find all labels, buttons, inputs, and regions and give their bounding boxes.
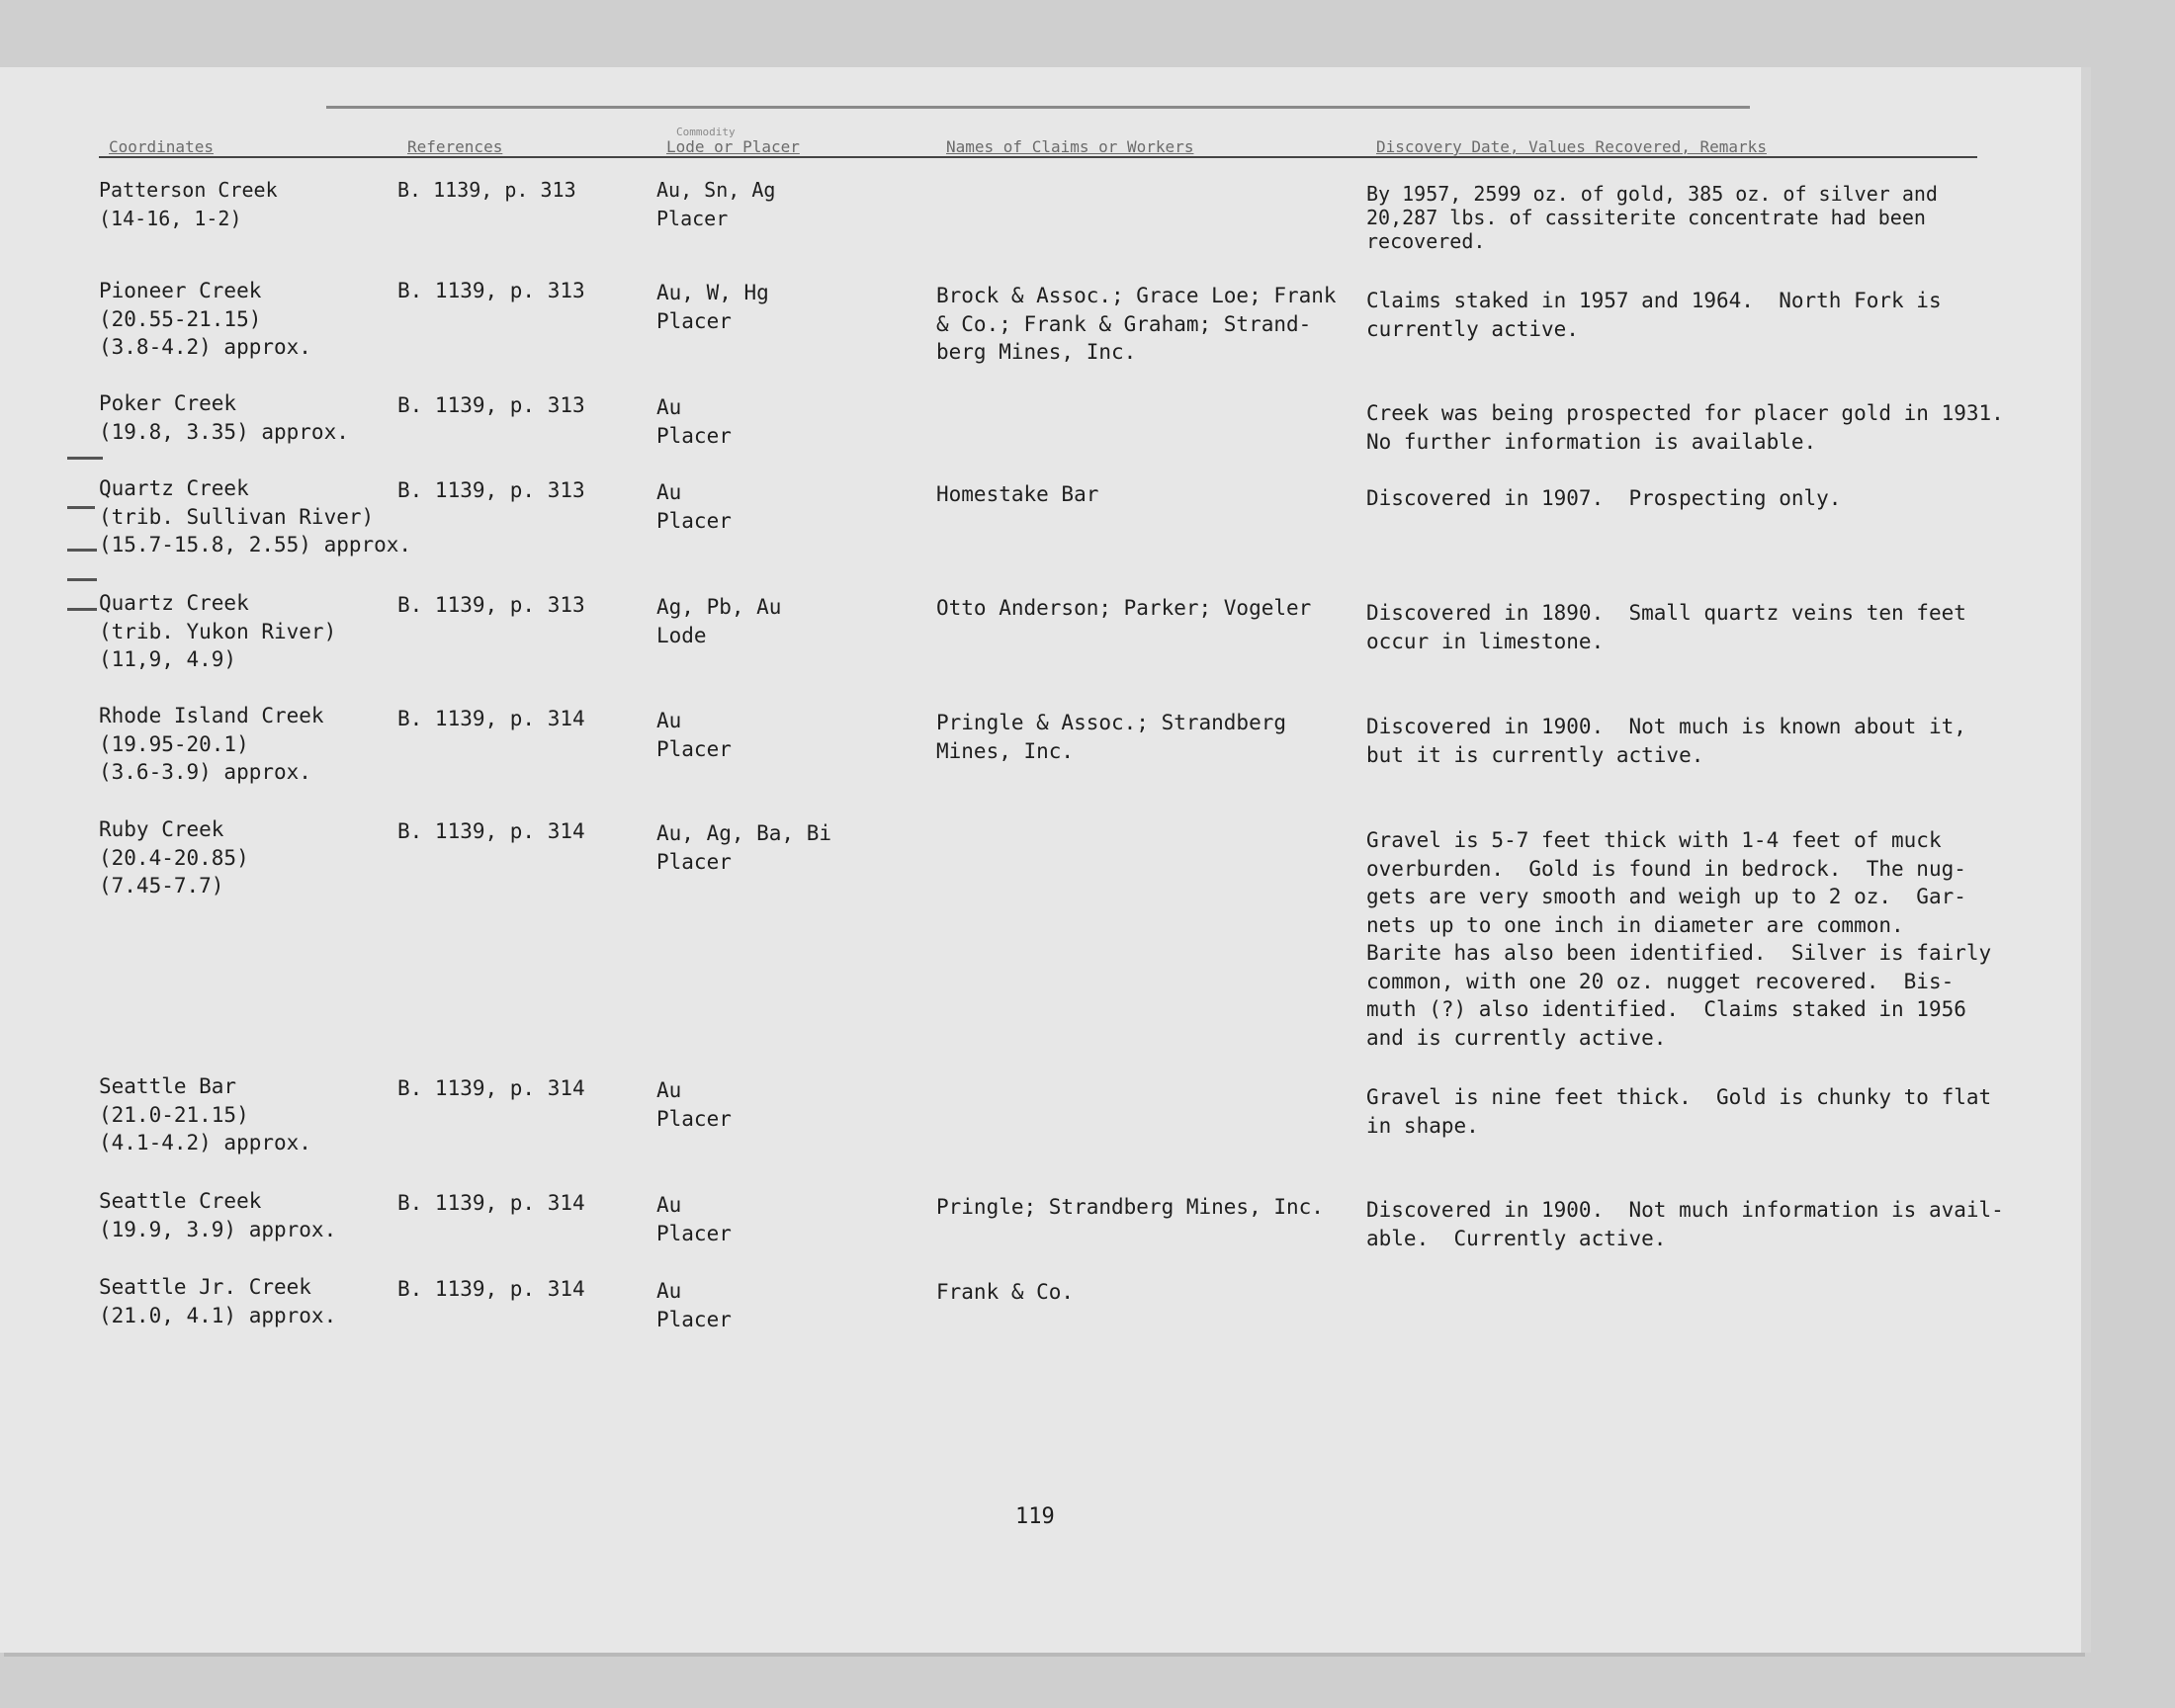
coords-patterson-creek: Patterson Creek (14-16, 1-2) — [99, 178, 278, 230]
ref-seattle-bar: B. 1139, p. 314 — [397, 1076, 585, 1100]
remarks-seattle-bar: Gravel is nine feet thick. Gold is chunky to flat in shape. — [1366, 1085, 1992, 1138]
remarks-rhode-island-creek: Discovered in 1900. Not much is known about it, but it is currently active. — [1366, 715, 1966, 767]
coords-seattle-creek: Seattle Creek (19.9, 3.9) approx. — [99, 1189, 337, 1241]
commodity-seattle-bar: Au Placer — [656, 1078, 732, 1131]
ref-ruby-creek: B. 1139, p. 314 — [397, 819, 585, 843]
ref-quartz-creek-yukon: B. 1139, p. 313 — [397, 593, 585, 617]
coords-rhode-island-creek: Rhode Island Creek (19.95-20.1) (3.6-3.9) approx. — [99, 704, 324, 784]
commodity-patterson-creek: Au, Sn, Ag Placer — [656, 178, 776, 230]
names-rhode-island-creek: Pringle & Assoc.; Strandberg Mines, Inc. — [936, 711, 1287, 763]
header-coordinates: Coordinates — [109, 137, 214, 156]
ref-patterson-creek: B. 1139, p. 313 — [397, 178, 576, 202]
commodity-ruby-creek: Au, Ag, Ba, Bi Placer — [656, 821, 832, 874]
scan-mark — [67, 457, 103, 460]
commodity-quartz-creek-sullivan: Au Placer — [656, 480, 732, 533]
page-edge — [2081, 67, 2091, 1653]
coords-seattle-jr-creek: Seattle Jr. Creek (21.0, 4.1) approx. — [99, 1275, 337, 1327]
commodity-poker-creek: Au Placer — [656, 395, 732, 448]
header-commodity: Commodity — [676, 126, 736, 138]
remarks-poker-creek: Creek was being prospected for placer gold in 1931. No further information is available. — [1366, 401, 2004, 454]
header-remarks: Discovery Date, Values Recovered, Remarks — [1376, 137, 1767, 156]
remarks-quartz-creek-yukon: Discovered in 1890. Small quartz veins ten feet occur in limestone. — [1366, 601, 1966, 653]
names-seattle-creek: Pringle; Strandberg Mines, Inc. — [936, 1195, 1324, 1219]
remarks-pioneer-creek: Claims staked in 1957 and 1964. North Fork is currently active. — [1366, 289, 1942, 341]
header-references: References — [407, 137, 503, 156]
page-number: 119 — [1015, 1504, 1055, 1529]
coords-seattle-bar: Seattle Bar (21.0-21.15) (4.1-4.2) approx. — [99, 1074, 311, 1154]
coords-quartz-creek-sullivan: Quartz Creek (trib. Sullivan River) (15.7-15.8, 2.55) approx. — [99, 476, 412, 556]
commodity-rhode-island-creek: Au Placer — [656, 709, 732, 761]
commodity-quartz-creek-yukon: Ag, Pb, Au Lode — [656, 595, 782, 647]
scan-mark — [67, 549, 97, 552]
scan-mark — [67, 608, 97, 611]
names-pioneer-creek: Brock & Assoc.; Grace Loe; Frank & Co.; Frank & Graham; Strand- berg Mines, Inc. — [936, 284, 1337, 364]
coords-poker-creek: Poker Creek (19.8, 3.35) approx. — [99, 391, 349, 444]
remarks-seattle-creek: Discovered in 1900. Not much information is avail- able. Currently active. — [1366, 1198, 2004, 1250]
ref-seattle-jr-creek: B. 1139, p. 314 — [397, 1277, 585, 1301]
names-seattle-jr-creek: Frank & Co. — [936, 1280, 1075, 1304]
scan-mark — [67, 506, 95, 509]
header-rule — [99, 156, 1977, 158]
ref-rhode-island-creek: B. 1139, p. 314 — [397, 707, 585, 730]
commodity-seattle-jr-creek: Au Placer — [656, 1279, 732, 1331]
remarks-patterson-creek: By 1957, 2599 oz. of gold, 385 oz. of silver and 20,287 lbs. of cassiterite concentrate had been recovered. — [1366, 182, 1938, 253]
scan-mark — [67, 578, 97, 581]
names-quartz-creek-yukon: Otto Anderson; Parker; Vogeler — [936, 596, 1312, 620]
ref-poker-creek: B. 1139, p. 313 — [397, 393, 585, 417]
remarks-ruby-creek: Gravel is 5-7 feet thick with 1-4 feet of muck overburden. Gold is found in bedrock. The nug- gets are very smooth and weigh up to 2 oz. Gar- nets up to one inch in diameter are common. Barite has also been identified. Silver is fairly common, with one 20 oz. nugget recovered. Bis- muth (?) also identified. Claims staked in 1956 and is currently active. — [1366, 828, 1992, 1050]
header-names: Names of Claims or Workers — [946, 137, 1194, 156]
ref-quartz-creek-sullivan: B. 1139, p. 313 — [397, 478, 585, 502]
ref-pioneer-creek: B. 1139, p. 313 — [397, 279, 585, 302]
ref-seattle-creek: B. 1139, p. 314 — [397, 1191, 585, 1215]
commodity-pioneer-creek: Au, W, Hg Placer — [656, 281, 769, 333]
top-rule — [326, 106, 1750, 109]
header-lode-or-placer: Lode or Placer — [666, 137, 800, 156]
commodity-seattle-creek: Au Placer — [656, 1193, 732, 1245]
coords-pioneer-creek: Pioneer Creek (20.55-21.15) (3.8-4.2) approx. — [99, 279, 311, 359]
coords-ruby-creek: Ruby Creek (20.4-20.85) (7.45-7.7) — [99, 817, 249, 897]
remarks-quartz-creek-sullivan: Discovered in 1907. Prospecting only. — [1366, 486, 1842, 510]
coords-quartz-creek-yukon: Quartz Creek (trib. Yukon River) (11,9, 4.9) — [99, 591, 337, 671]
names-quartz-creek-sullivan: Homestake Bar — [936, 482, 1099, 506]
